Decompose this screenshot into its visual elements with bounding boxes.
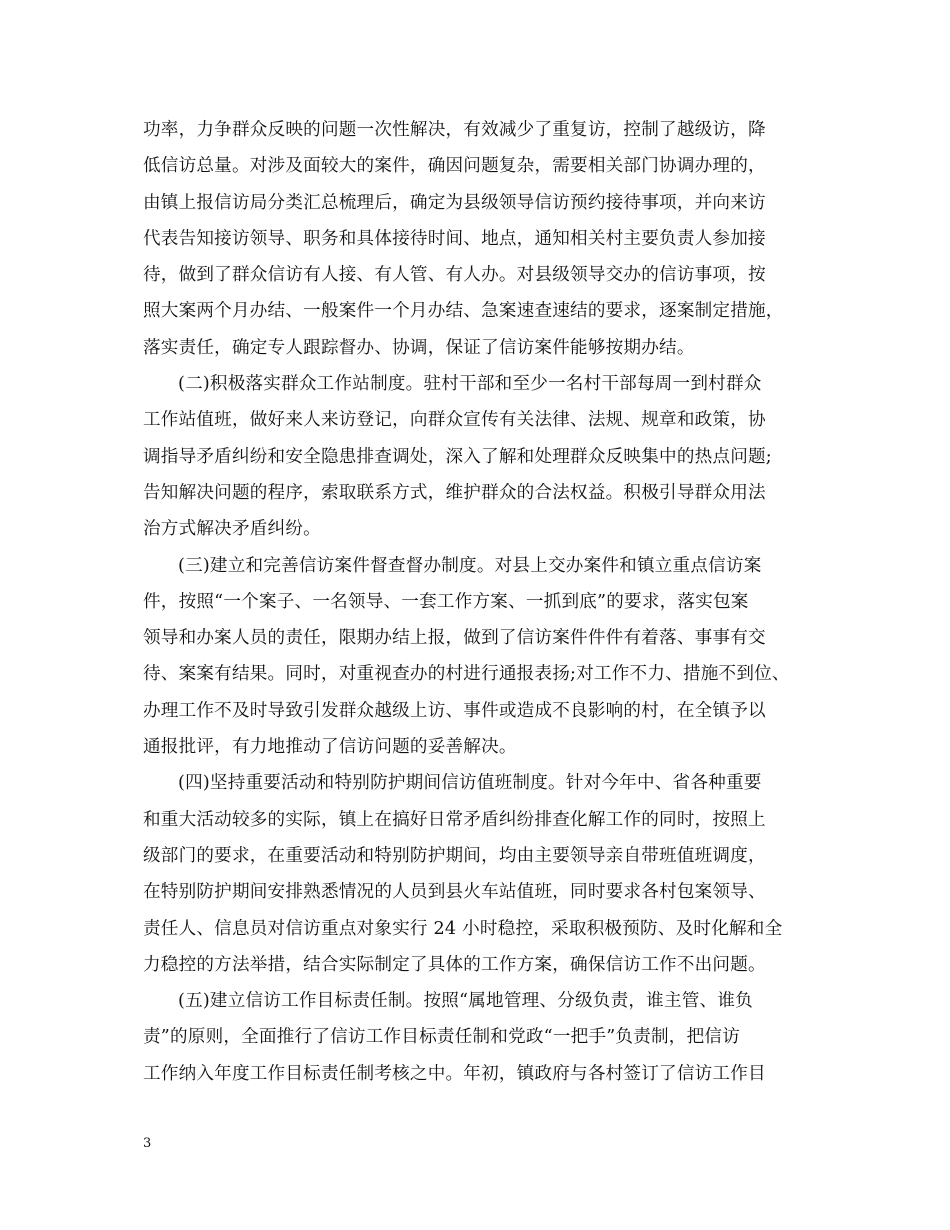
text-line: 责”的原则，全面推行了信访工作目标责任制和党政“一把手”负责制，把信访 [143,1027,740,1048]
text-line: 办理工作不及时导致引发群众越级上访、事件或造成不良影响的村，在全镇予以 [143,700,766,721]
text-line: 待，做到了群众信访有人接、有人管、有人办。对县级领导交办的信访事项，按 [143,265,766,286]
body-text [143,112,843,1092]
text-line: 告知解决问题的程序，索取联系方式，维护群众的合法权益。积极引导群众用法 [143,482,766,503]
text-line: 通报批评，有力地推动了信访问题的妥善解决。 [143,737,517,758]
text-line: 待、案案有结果。同时，对重视查办的村进行通报表扬;对工作不力、措施不到位、 [143,664,790,685]
text-line: 治方式解决矛盾纠纷。 [143,519,321,540]
text-line: 领导和办案人员的责任，限期办结上报，做到了信访案件件件有着落、事事有交 [143,628,766,649]
text-line: 功率，力争群众反映的问题一次性解决，有效减少了重复访，控制了越级访，降 [143,120,766,140]
paragraph-first-line: (二)积极落实群众工作站制度。驻村干部和至少一名村干部每周一到村群众 [178,374,762,395]
text-line: 照大案两个月办结、一般案件一个月办结、急案速查速结的要求，逐案制定措施， [143,301,784,322]
text-line: 在特别防护期间安排熟悉情况的人员到县火车站值班，同时要求各村包案领导、 [143,882,766,903]
text-line: 和重大活动较多的实际，镇上在搞好日常矛盾纠纷排查化解工作的同时，按照上 [143,809,766,830]
paragraph-first-line: (三)建立和完善信访案件督查督办制度。对县上交办案件和镇立重点信访案 [178,555,762,576]
paragraph-first-line: (五)建立信访工作目标责任制。按照“属地管理、分级负责，谁主管、谁负 [178,991,753,1012]
text-line: 力稳控的方法举措，结合实际制定了具体的工作方案，确保信访工作不出问题。 [143,954,766,975]
text-line: 级部门的要求，在重要活动和特别防护期间，均由主要领导亲自带班值班调度， [143,845,766,866]
text-line: 代表告知接访领导、职务和具体接待时间、地点，通知相关村主要负责人参加接 [143,228,766,249]
text-line: 责任人、信息员对信访重点对象实行 24 小时稳控，采取积极预防、及时化解和全 [143,918,783,939]
text-line: 工作纳入年度工作目标责任制考核之中。年初，镇政府与各村签订了信访工作目 [143,1063,766,1084]
text-line: 工作站值班，做好来人来访登记，向群众宣传有关法律、法规、规章和政策，协 [143,410,766,431]
text-line: 落实责任，确定专人跟踪督办、协调，保证了信访案件能够按期办结。 [143,337,695,358]
text-line: 调指导矛盾纠纷和安全隐患排查调处，深入了解和处理群众反映集中的热点问题; [143,446,772,467]
paragraph-first-line: (四)坚持重要活动和特别防护期间信访值班制度。针对今年中、省各种重要 [178,773,762,794]
text-line: 由镇上报信访局分类汇总梳理后，确定为县级领导信访预约接待事项，并向来访 [143,192,766,213]
text-line: 低信访总量。对涉及面较大的案件，确因问题复杂，需要相关部门协调办理的， [143,156,766,177]
page-number: 3 [143,1136,152,1151]
text-line: 件，按照“一个案子、一名领导、一套工作方案、一抓到底”的要求，落实包案 [143,591,749,612]
